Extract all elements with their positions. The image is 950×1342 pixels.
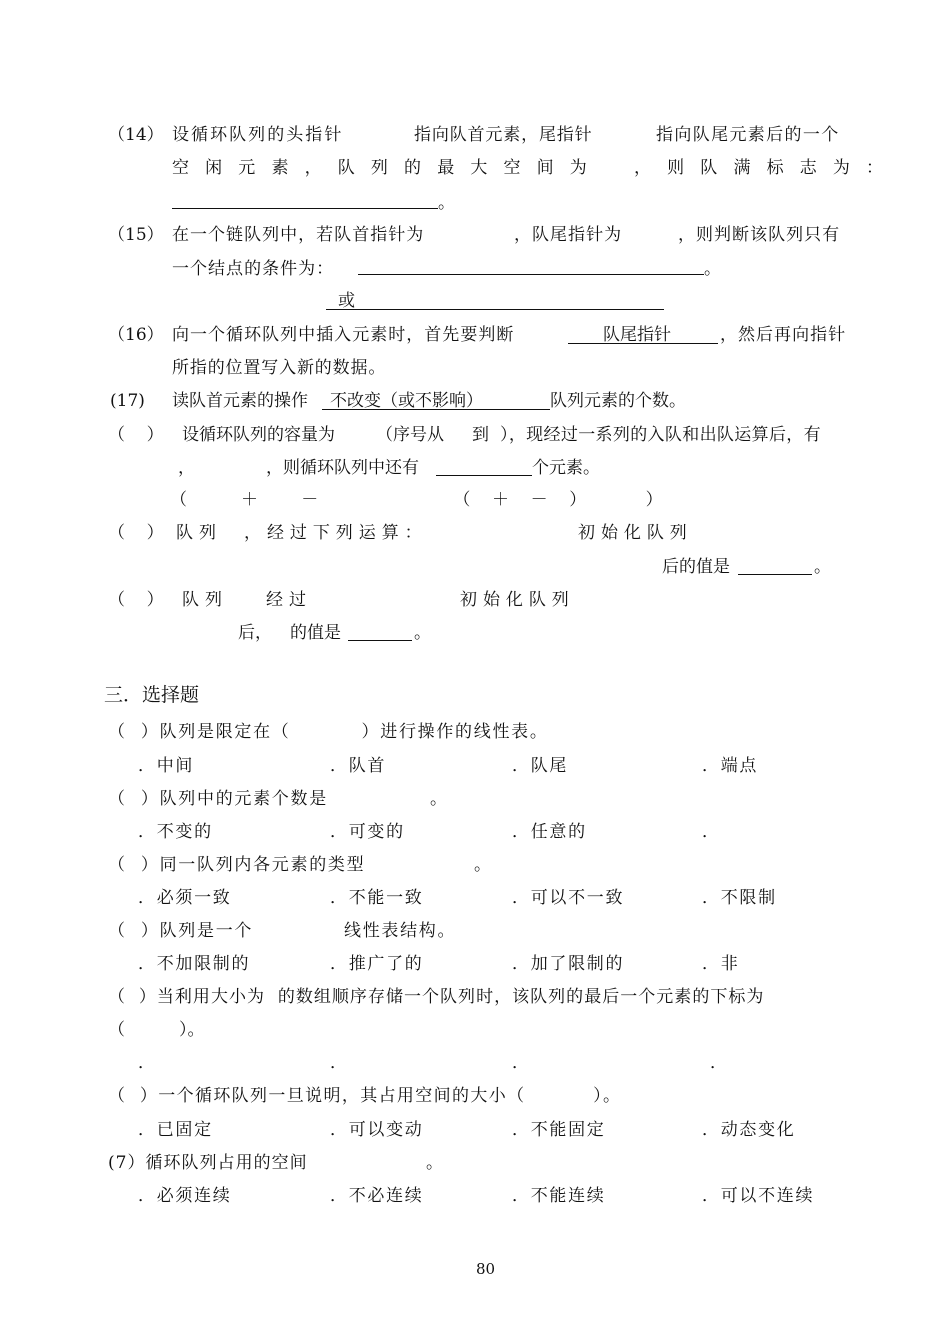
q19-line1c: 初始化队列 [578,523,693,543]
c5-option-d: ． [710,1053,727,1073]
c3-option-c: ．可以不一致 [512,888,625,908]
q20-number: （ ） [108,590,164,610]
q18-line1c: 到 [472,425,489,445]
q18-number: （ ） [108,425,164,445]
q20-line1a: 队列 [182,590,228,610]
c2-option-d: ． [702,822,719,842]
c2-option-b: ．可变的 [330,822,405,842]
q14-line2a: 空闲元素，队列的最大空间为 [172,158,603,178]
c2-option-a: ．不变的 [138,822,213,842]
q16-line1b: ，然后再向指针 [720,325,847,345]
c5-option-c: ． [512,1053,529,1073]
q16-number: （16） [108,325,164,345]
c5-option-b: ． [330,1053,347,1073]
q14-line2b: ，则队满标志为： [634,158,900,178]
c4-option-c: ．加了限制的 [512,954,625,974]
q16-answer: 队尾指针 [603,325,671,345]
c7-stem-end: 。 [426,1153,443,1173]
q15-blank-2 [326,309,664,310]
q14-line1a: 设循环队列的头指针 [172,125,344,145]
q20-line2b: 的值是 [290,623,341,643]
q15-or: 或 [338,291,355,311]
q20-line2-end: 。 [414,623,431,643]
c6-stem: （ ）一个循环队列一旦说明，其占用空间的大小（ ）。 [108,1086,622,1106]
c7-option-d: ．可以不连续 [702,1186,815,1206]
q15-blank-1 [358,274,704,275]
c2-stem-end: 。 [430,789,447,809]
c2-stem: （ ）队列中的元素个数是 [108,789,328,809]
page-number: 80 [476,1260,496,1278]
c3-option-b: ．不能一致 [330,888,424,908]
c6-option-c: ．不能固定 [512,1120,606,1140]
c7-option-c: ．不能连续 [512,1186,606,1206]
q18-line1a: 设循环队列的容量为 [182,425,335,445]
c5-stem: （ ）当利用大小为 的数组顺序存储一个队列时，该队列的最后一个元素的下标为 [108,987,765,1007]
c6-option-a: ．已固定 [138,1120,213,1140]
q19-line1a: 队列 [176,523,222,543]
q15-line1c: ，则判断该队列只有 [678,225,841,245]
c6-option-d: ．动态变化 [702,1120,796,1140]
q14-line1c: 指向队尾元素后的一个 [656,125,840,145]
q18-line2c: 个元素。 [532,458,600,478]
q20-line1c: 初始化队列 [460,590,575,610]
q19-line1b: ，经过下列运算： [244,523,428,543]
c7-option-a: ．必须连续 [138,1186,232,1206]
c1-option-b: ．队首 [330,756,387,776]
q17-line1a: 读队首元素的操作 [172,391,308,411]
q19-blank [738,574,812,575]
c3-option-d: ．不限制 [702,888,777,908]
q15-line1a: 在一个链队列中，若队首指针为 [172,225,425,245]
section-title: 三．选择题 [104,684,200,706]
c4-stem-end: 线性表结构。 [344,921,457,941]
c1-option-d: ．端点 [702,756,759,776]
q19-line2: 后的值是 [662,557,730,577]
q18-line1b: （序号从 [376,425,444,445]
q14-number: （14） [108,125,164,145]
c3-option-a: ．必须一致 [138,888,232,908]
c3-stem: （ ）同一队列内各元素的类型 [108,855,366,875]
q15-line2-end: 。 [704,259,721,279]
c6-option-b: ．可以变动 [330,1120,424,1140]
c5-stem-line2: （ ）。 [108,1020,205,1040]
c4-stem: （ ）队列是一个 [108,921,254,941]
q19-line2-end: 。 [814,557,831,577]
q16-line1a: 向一个循环队列中插入元素时，首先要判断 [172,325,515,345]
c1-stem: （ ）队列是限定在（ ）进行操作的线性表。 [108,722,549,742]
q14-line3-end: 。 [438,193,455,213]
q18-answer-formula: （ ＋ － （ ＋ － ） ） [170,490,663,510]
c5-option-a: ． [138,1053,155,1073]
c3-stem-end: 。 [474,855,491,875]
c1-option-c: ．队尾 [512,756,569,776]
q20-line2a: 后， [238,623,272,643]
q16-line2: 所指的位置写入新的数据。 [172,358,387,378]
q14-line1b: 指向队首元素，尾指针 [414,125,593,145]
q18-line2b: ，则循环队列中还有 [266,458,419,478]
q18-line1d: ），现经过一系列的入队和出队运算后，有 [500,425,821,445]
c4-option-a: ．不加限制的 [138,954,251,974]
q20-blank [348,640,412,641]
q17-answer: 不改变（或不影响） [330,391,483,411]
q14-blank [172,208,438,209]
q15-line1b: ，队尾指针为 [514,225,623,245]
c4-option-d: ．非 [702,954,740,974]
q15-line2a: 一个结点的条件为： [172,259,335,279]
q18-line2a: ， [178,458,195,478]
c7-option-b: ．不必连续 [330,1186,424,1206]
q20-line1b: 经过 [266,590,312,610]
q18-blank [436,475,532,476]
q19-number: （ ） [108,523,164,543]
q17-number: (17) [110,391,145,411]
q15-number: （15） [108,225,164,245]
c2-option-c: ．任意的 [512,822,587,842]
c1-option-a: ．中间 [138,756,195,776]
c4-option-b: ．推广了的 [330,954,424,974]
c7-stem: (7）循环队列占用的空间 [108,1153,308,1173]
q17-line1b: 队列元素的个数。 [550,391,686,411]
